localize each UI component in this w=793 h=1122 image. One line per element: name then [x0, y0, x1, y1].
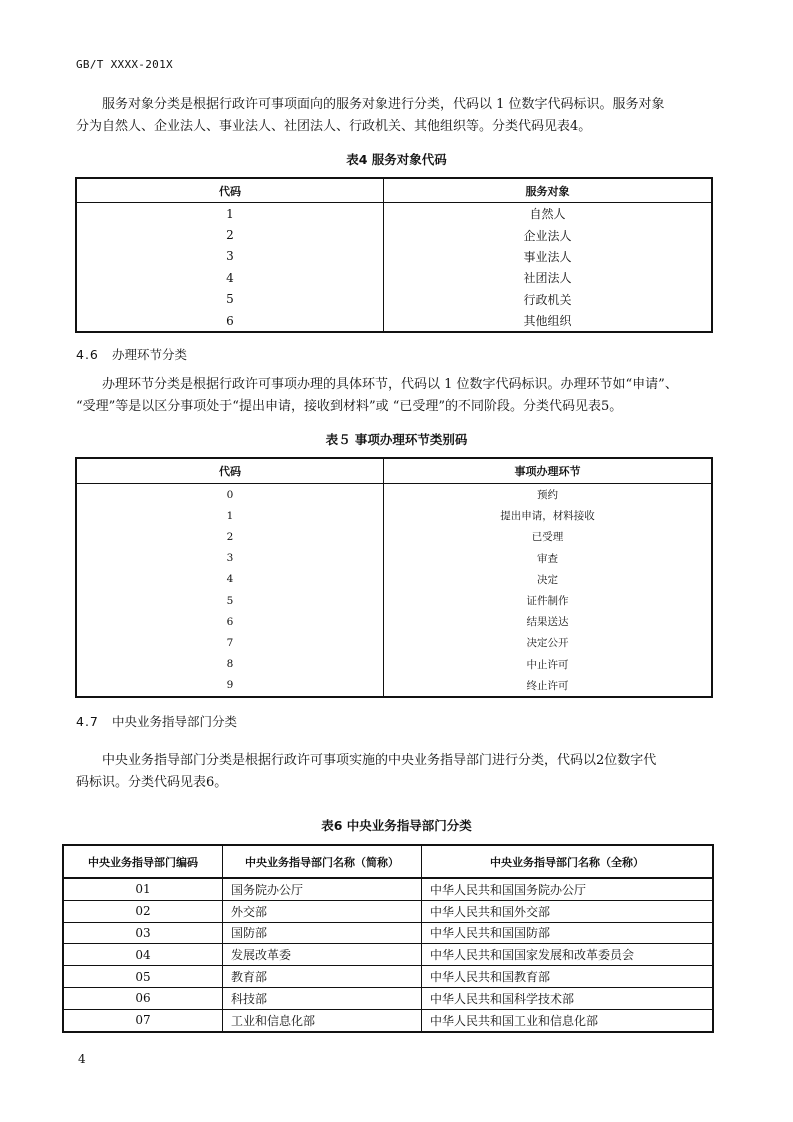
value-cell: 其他组织: [384, 310, 713, 332]
dept-short-name-cell: 外交部: [223, 900, 422, 922]
table-row: [76, 505, 712, 526]
table-row: [76, 310, 712, 332]
value-cell: 决定: [384, 569, 713, 590]
table-row: [63, 966, 713, 988]
table-header-row: [63, 845, 713, 878]
paragraph-line: “受理”等是以区分事项处于“提出申请，接收到材料”或 “已受理”的不同阶段。分类代码见表5。: [76, 399, 623, 414]
dept-code-cell: 05: [63, 966, 223, 988]
value-cell: 已受理: [384, 526, 713, 547]
table-row: [76, 548, 712, 569]
code-cell: 4: [76, 569, 384, 590]
table4-caption: 表4 服务对象代码: [346, 152, 447, 167]
code-cell: 4: [76, 267, 384, 288]
dept-full-name-cell: 中华人民共和国国家发展和改革委员会: [422, 944, 714, 966]
dept-code-cell: 02: [63, 900, 223, 922]
column-header-code: 代码: [76, 458, 384, 484]
section-number: 4.6: [76, 347, 99, 362]
table-row: [76, 526, 712, 547]
column-header-handling-stage: 事项办理环节: [384, 458, 713, 484]
table-row: [76, 569, 712, 590]
section-number: 4.7: [76, 714, 99, 729]
table-row: [63, 922, 713, 944]
table-row: [76, 267, 712, 288]
paragraph-line: 分为自然人、企业法人、事业法人、社团法人、行政机关、其他组织等。分类代码见表4。: [76, 119, 592, 134]
code-cell: 7: [76, 632, 384, 653]
standard-code: GB/T XXXX-201X: [76, 58, 173, 71]
code-cell: 1: [76, 505, 384, 526]
value-cell: 社团法人: [384, 267, 713, 288]
value-cell: 决定公开: [384, 632, 713, 653]
value-cell: 行政机关: [384, 289, 713, 310]
dept-short-name-cell: 教育部: [223, 966, 422, 988]
value-cell: 企业法人: [384, 224, 713, 245]
code-cell: 8: [76, 654, 384, 675]
service-object-paragraph: [76, 94, 716, 138]
code-cell: 3: [76, 246, 384, 267]
dept-full-name-cell: 中华人民共和国工业和信息化部: [422, 1009, 714, 1031]
dept-short-name-cell: 发展改革委: [223, 944, 422, 966]
table-row: [63, 987, 713, 1009]
value-cell: 提出申请，材料接收: [384, 505, 713, 526]
table-row: [76, 246, 712, 267]
table-row: [76, 484, 712, 506]
code-cell: 5: [76, 289, 384, 310]
code-cell: 1: [76, 203, 384, 225]
value-cell: 自然人: [384, 203, 713, 225]
code-cell: 3: [76, 548, 384, 569]
section-title: 中央业务指导部门分类: [112, 714, 238, 729]
table-row: [76, 611, 712, 632]
column-header-code: 代码: [76, 178, 384, 203]
code-cell: 6: [76, 310, 384, 332]
dept-short-name-cell: 国防部: [223, 922, 422, 944]
column-header-dept-code: 中央业务指导部门编码: [63, 845, 223, 878]
value-cell: 中止许可: [384, 654, 713, 675]
table6-caption: 表6 中央业务指导部门分类: [321, 818, 472, 833]
dept-full-name-cell: 中华人民共和国科学技术部: [422, 987, 714, 1009]
table-row: [63, 1009, 713, 1031]
value-cell: 终止许可: [384, 675, 713, 697]
value-cell: 证件制作: [384, 590, 713, 611]
table-row: [63, 944, 713, 966]
table-row: [76, 675, 712, 697]
dept-code-cell: 06: [63, 987, 223, 1009]
dept-code-cell: 07: [63, 1009, 223, 1031]
value-cell: 结果送达: [384, 611, 713, 632]
value-cell: 事业法人: [384, 246, 713, 267]
code-cell: 2: [76, 526, 384, 547]
table-row: [76, 224, 712, 245]
table-row: [76, 632, 712, 653]
table-row: [76, 289, 712, 310]
page-number: 4: [78, 1052, 86, 1066]
dept-code-cell: 01: [63, 878, 223, 900]
guidance-department-table: [62, 844, 714, 1033]
handling-stage-paragraph: [76, 374, 716, 418]
dept-full-name-cell: 中华人民共和国教育部: [422, 966, 714, 988]
code-cell: 9: [76, 675, 384, 697]
table-row: [63, 900, 713, 922]
code-cell: 2: [76, 224, 384, 245]
handling-stage-table: [75, 457, 713, 698]
dept-short-name-cell: 国务院办公厅: [223, 878, 422, 900]
dept-full-name-cell: 中华人民共和国国务院办公厅: [422, 878, 714, 900]
dept-full-name-cell: 中华人民共和国外交部: [422, 900, 714, 922]
paragraph-line: 办理环节分类是根据行政许可事项办理的具体环节，代码以 1 位数字代码标识。办理环节如“申请”、: [102, 377, 678, 392]
table-row: [63, 878, 713, 900]
paragraph-line: 中央业务指导部门分类是根据行政许可事项实施的中央业务指导部门进行分类，代码以2位数字代: [102, 753, 657, 768]
value-cell: 审查: [384, 548, 713, 569]
service-object-table: [75, 177, 713, 333]
section-title: 办理环节分类: [112, 347, 188, 362]
table-header-row: [76, 178, 712, 203]
table-header-row: [76, 458, 712, 484]
dept-short-name-cell: 科技部: [223, 987, 422, 1009]
dept-code-cell: 04: [63, 944, 223, 966]
code-cell: 6: [76, 611, 384, 632]
paragraph-line: 码标识。分类代码见表6。: [76, 775, 228, 790]
table5-caption: 表５ 事项办理环节类别码: [325, 432, 468, 447]
dept-code-cell: 03: [63, 922, 223, 944]
table-row: [76, 654, 712, 675]
code-cell: 0: [76, 484, 384, 506]
dept-short-name-cell: 工业和信息化部: [223, 1009, 422, 1031]
table-row: [76, 203, 712, 225]
paragraph-line: 服务对象分类是根据行政许可事项面向的服务对象进行分类，代码以 1 位数字代码标识。服务对象: [102, 97, 665, 112]
value-cell: 预约: [384, 484, 713, 506]
column-header-service-object: 服务对象: [384, 178, 713, 203]
table-row: [76, 590, 712, 611]
section-4-7-heading: [76, 712, 237, 730]
column-header-dept-short-name: 中央业务指导部门名称（简称）: [223, 845, 422, 878]
guidance-department-paragraph: [76, 750, 716, 794]
section-4-6-heading: [76, 345, 187, 363]
column-header-dept-full-name: 中央业务指导部门名称（全称）: [422, 845, 714, 878]
dept-full-name-cell: 中华人民共和国国防部: [422, 922, 714, 944]
code-cell: 5: [76, 590, 384, 611]
